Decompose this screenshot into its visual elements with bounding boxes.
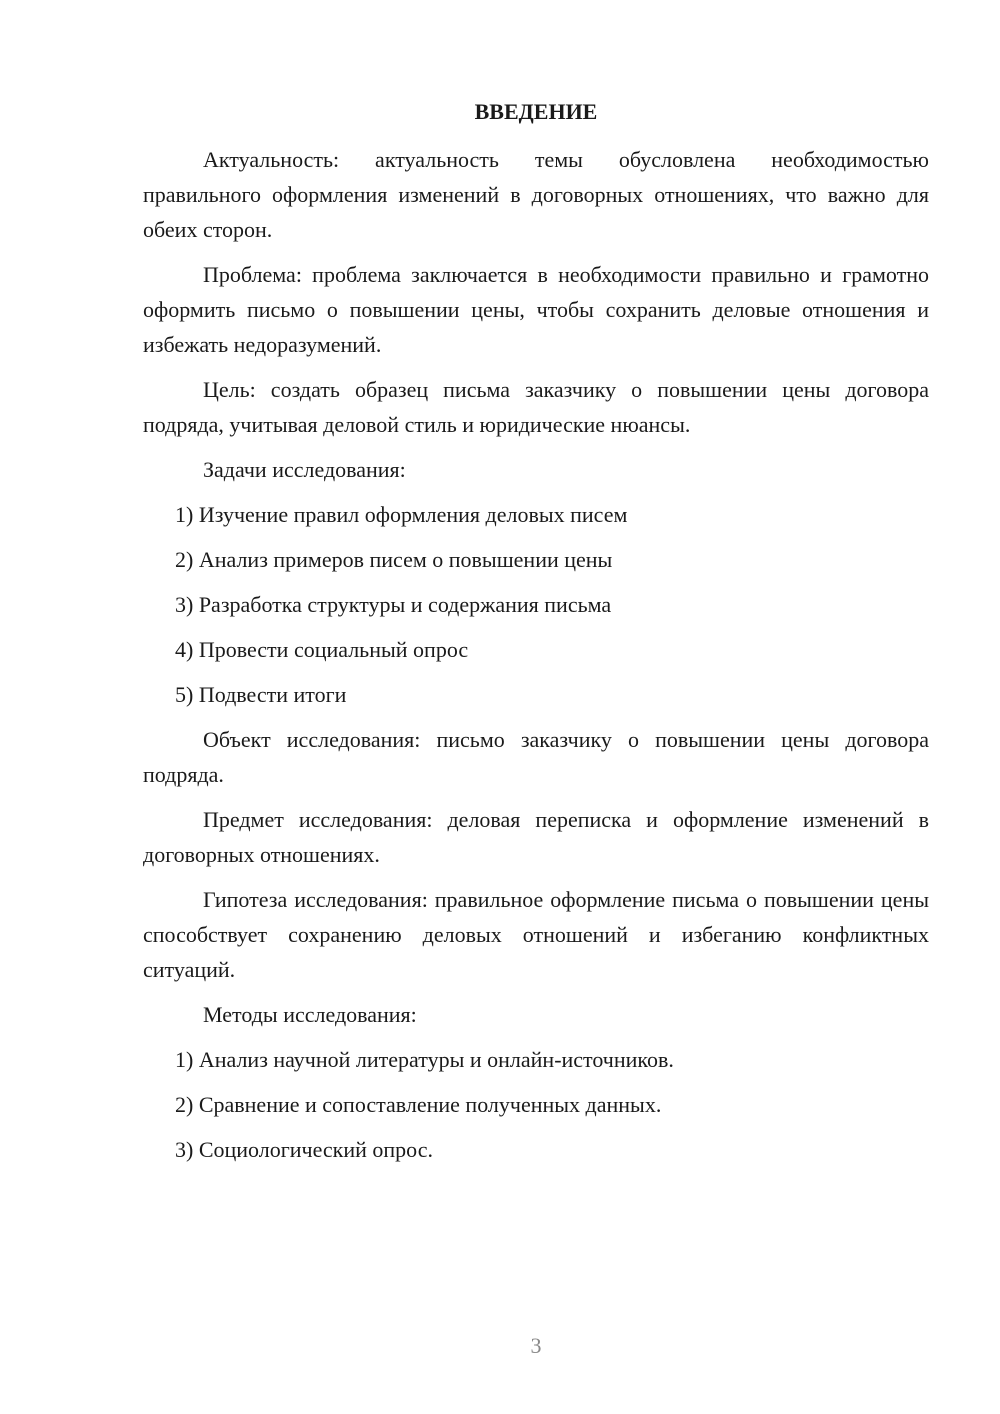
tasks-heading: Задачи исследования: [203, 457, 406, 482]
goal-paragraph: Цель: создать образец письма заказчику о повышении цены договора подряда, учитывая деловой стиль и юридические нюансы. [143, 377, 929, 437]
task-item: 3) Разработка структуры и содержания письма [175, 592, 612, 617]
relevance-paragraph: Актуальность: актуальность темы обусловлена необходимостью правильного оформления изменений в договорных отношениях, что важно для обеих сторон. [143, 147, 929, 242]
page-title: ВВЕДЕНИЕ [474, 99, 598, 124]
hypothesis-paragraph: Гипотеза исследования: правильное оформление письма о повышении цены способствует сохранению деловых отношений и избеганию конфликтных ситуаций. [143, 887, 929, 982]
methods-list [143, 1042, 929, 1167]
problem-paragraph: Проблема: проблема заключается в необходимости правильно и грамотно оформить письмо о повышении цены, чтобы сохранить деловые отношения и избежать недоразумений. [143, 262, 929, 357]
method-item: 3) Социологический опрос. [175, 1137, 433, 1162]
tasks-list [143, 497, 929, 712]
object-paragraph: Объект исследования: письмо заказчику о повышении цены договора подряда. [143, 727, 929, 787]
method-item: 1) Анализ научной литературы и онлайн-источников. [175, 1047, 674, 1072]
subject-paragraph: Предмет исследования: деловая переписка и оформление изменений в договорных отношениях. [143, 807, 929, 867]
page-content [143, 142, 929, 1177]
page-number: 3 [530, 1333, 542, 1358]
method-item: 2) Сравнение и сопоставление полученных данных. [175, 1092, 662, 1117]
task-item: 1) Изучение правил оформления деловых писем [175, 502, 628, 527]
methods-heading: Методы исследования: [203, 1002, 417, 1027]
task-item: 5) Подвести итоги [175, 682, 347, 707]
task-item: 2) Анализ примеров писем о повышении цены [175, 547, 613, 572]
task-item: 4) Провести социальный опрос [175, 637, 469, 662]
